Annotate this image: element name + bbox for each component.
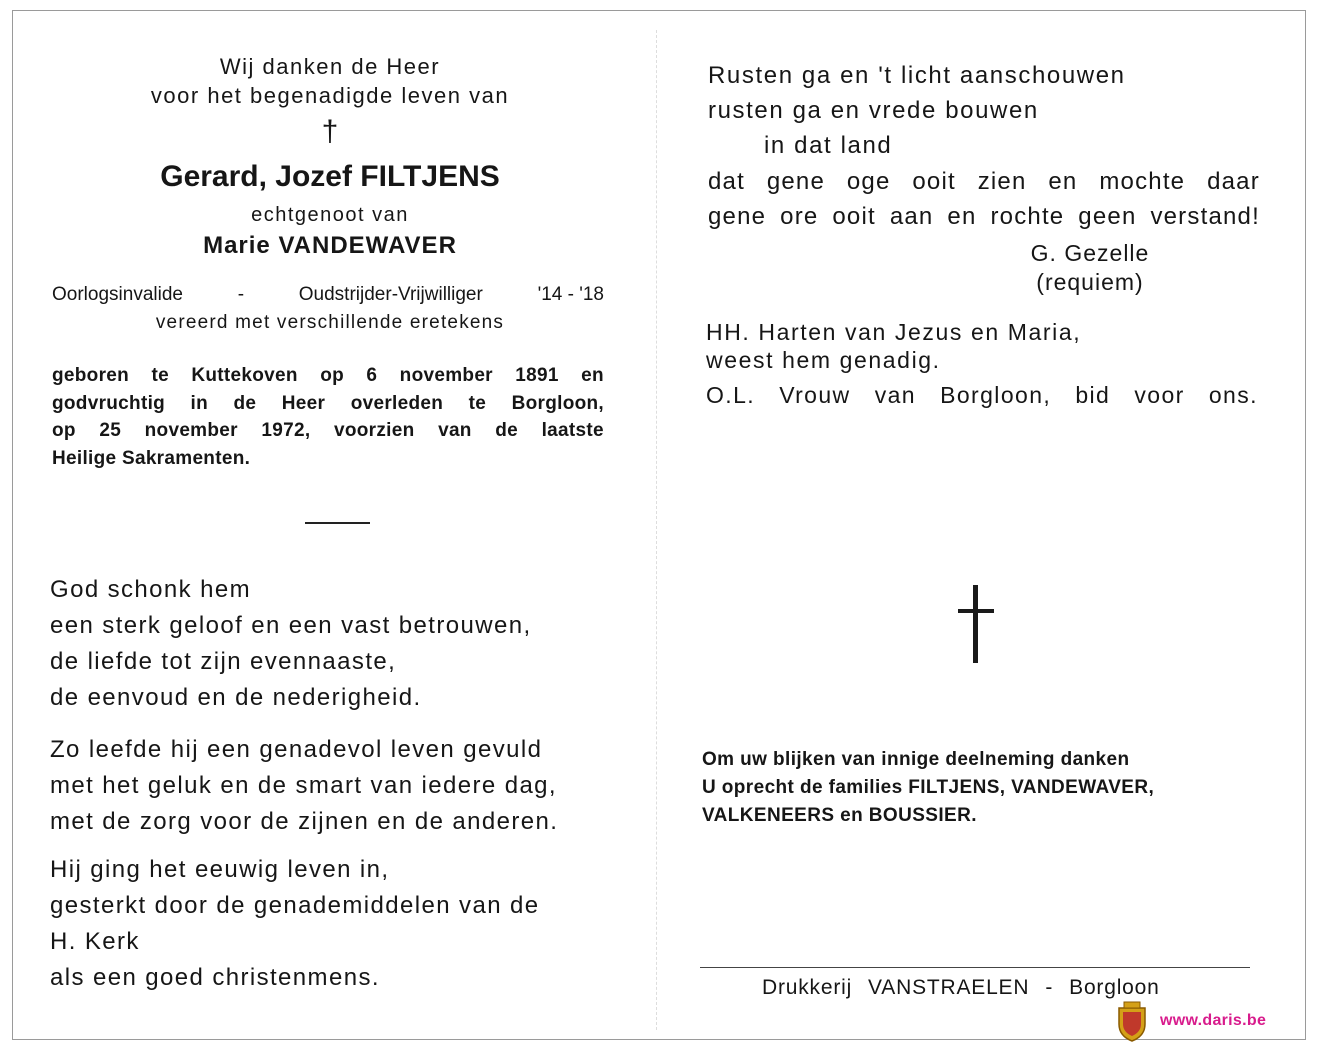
thanks-line-3: VALKENEERS en BOUSSIER. <box>702 805 977 826</box>
poem-line: God schonk hem <box>50 576 252 603</box>
poem-line: gesterkt door de genademiddelen van de <box>50 892 540 919</box>
cross-icon <box>958 585 994 663</box>
bio-line-4: Heilige Sakramenten. <box>52 447 251 469</box>
poem-stanza-1 <box>50 572 532 716</box>
thanks-line-1: Om uw blijken van innige deelneming danken <box>702 749 1130 770</box>
poem-line: met de zorg voor de zijnen en de anderen. <box>50 808 559 835</box>
bio-line-2: godvruchtig in de Heer overleden te Borgloon, <box>52 392 604 414</box>
bio-line-1: geboren te Kuttekoven op 6 november 1891 en <box>52 365 604 386</box>
poem-line: als een goed christenmens. <box>50 964 380 991</box>
prayer-line-2: weest hem genadig. <box>706 347 941 373</box>
intro-line-1: Wij danken de Heer <box>219 54 441 79</box>
verse-line-4: dat gene oge ooit zien en mochte daar <box>708 168 1260 195</box>
poem-line: H. Kerk <box>50 928 140 955</box>
spouse-name: Marie VANDEWAVER <box>203 232 457 259</box>
military-word-2: Oudstrijder-Vrijwilliger <box>298 284 483 305</box>
printer-word: Drukkerij <box>762 976 853 999</box>
honors-line: vereerd met verschillende eretekens <box>155 312 505 333</box>
military-word-1: Oorlogsinvalide <box>52 284 183 305</box>
verse-line-3: in dat land <box>764 132 893 159</box>
military-dash: - <box>237 284 245 305</box>
verse-source: (requiem) <box>1036 269 1144 295</box>
poem-line: de eenvoud en de nederigheid. <box>50 684 422 711</box>
biography <box>52 362 604 472</box>
poem-stanza-2 <box>50 732 558 840</box>
poem-line: de liefde tot zijn evennaaste, <box>50 648 397 675</box>
military-years: '14 - '18 <box>537 284 604 305</box>
printer-name: VANSTRAELEN <box>868 976 1030 999</box>
printer-credit <box>762 976 1176 1000</box>
poem-line: een sterk geloof en een vast betrouwen, <box>50 612 532 639</box>
verse-line-2: rusten ga en vrede bouwen <box>708 97 1039 124</box>
card-fold <box>656 30 657 1030</box>
poem-stanza-3 <box>50 852 540 996</box>
printer-rule <box>700 967 1250 968</box>
bio-line-3: op 25 november 1972, voorzien van de laatste <box>52 420 604 441</box>
poem-line: Hij ging het eeuwig leven in, <box>50 856 390 883</box>
verse-line-1: Rusten ga en 't licht aanschouwen <box>708 62 1126 89</box>
family-thanks <box>702 746 1254 830</box>
verse-line-5: gene ore ooit aan en rochte geen verstand! <box>708 203 1260 230</box>
deceased-name: Gerard, Jozef FILTJENS <box>160 160 500 193</box>
printer-dash: - <box>1045 976 1054 999</box>
cross-symbol: † <box>321 115 339 148</box>
verse-author: G. Gezelle <box>1030 240 1150 266</box>
prayer-line-3: O.L. Vrouw van Borgloon, bid voor ons. <box>706 382 1258 408</box>
crest-icon <box>1115 1000 1149 1042</box>
printer-town: Borgloon <box>1069 976 1160 999</box>
poem-line: Zo leefde hij een genadevol leven gevuld <box>50 736 543 763</box>
intro-line-2: voor het begenadigde leven van <box>150 83 510 108</box>
prayer-line-1: HH. Harten van Jezus en Maria, <box>706 319 1082 345</box>
section-divider <box>305 522 370 524</box>
spouse-relation: echtgenoot van <box>251 204 409 226</box>
military-status <box>52 284 604 306</box>
thanks-line-2: U oprecht de families FILTJENS, VANDEWAVER, <box>702 777 1155 798</box>
watermark-link[interactable]: www.daris.be <box>1160 1012 1267 1029</box>
poem-line: met het geluk en de smart van iedere dag, <box>50 772 558 799</box>
